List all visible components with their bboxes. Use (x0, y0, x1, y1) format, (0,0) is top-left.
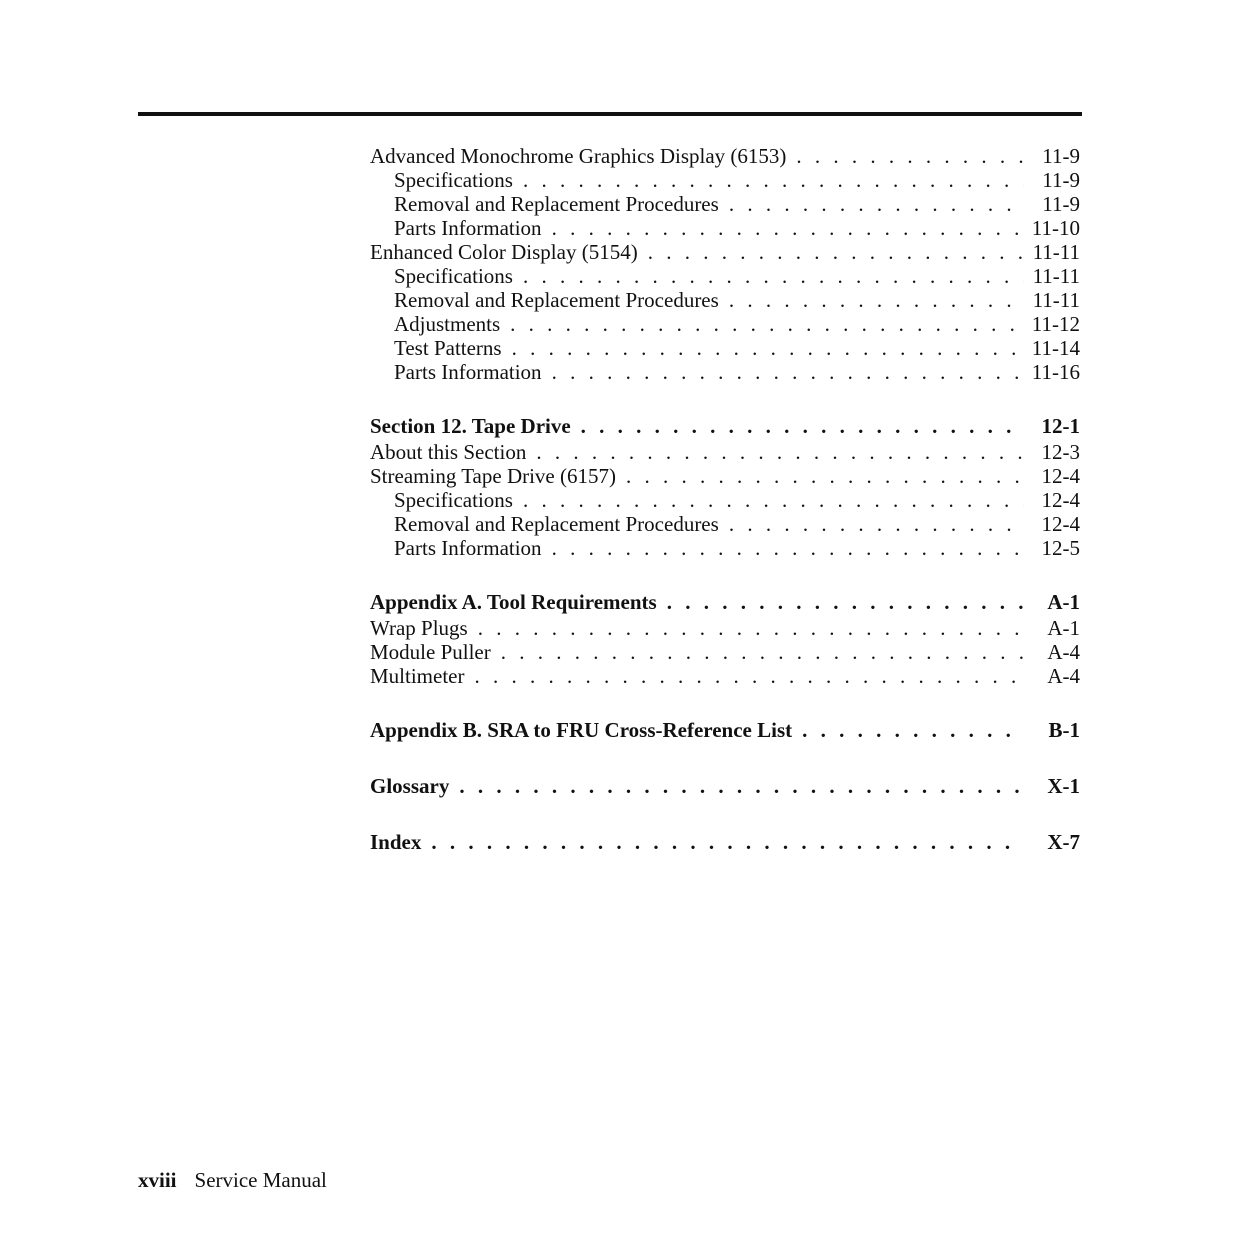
toc-entry-title: Parts Information (394, 216, 542, 240)
toc-entry[interactable] (370, 488, 1080, 512)
toc-entry-page-number: X-7 (1047, 830, 1080, 854)
toc-entry[interactable] (370, 664, 1080, 688)
toc-entry[interactable] (370, 464, 1080, 488)
dot-leader (523, 264, 1024, 288)
dot-leader (552, 360, 1024, 384)
dot-leader (729, 512, 1024, 536)
document-title: Service Manual (194, 1168, 327, 1192)
toc-group (370, 716, 1080, 744)
toc-entry[interactable] (370, 336, 1080, 360)
dot-leader (474, 664, 1024, 688)
toc-entry-title: Streaming Tape Drive (6157) (370, 464, 616, 488)
table-of-contents (370, 144, 1080, 856)
toc-heading-entry[interactable] (370, 716, 1080, 744)
toc-entry-page-number: 12-4 (1041, 488, 1080, 512)
toc-entry[interactable] (370, 440, 1080, 464)
dot-leader (667, 588, 1024, 616)
toc-entry-page-number: 12-1 (1041, 414, 1080, 438)
dot-leader (552, 216, 1024, 240)
dot-leader (510, 312, 1024, 336)
toc-entry[interactable] (370, 536, 1080, 560)
toc-entry-page-number: 11-11 (1032, 240, 1080, 264)
toc-entry-title: Glossary (370, 774, 450, 798)
dot-leader (501, 640, 1024, 664)
toc-entry[interactable] (370, 192, 1080, 216)
toc-entry[interactable] (370, 312, 1080, 336)
dot-leader (536, 440, 1024, 464)
dot-leader (581, 412, 1024, 440)
dot-leader (729, 288, 1024, 312)
toc-group (370, 772, 1080, 800)
dot-leader (648, 240, 1024, 264)
dot-leader (459, 772, 1024, 800)
toc-entry[interactable] (370, 616, 1080, 640)
toc-entry-page-number: 12-5 (1041, 536, 1080, 560)
toc-entry-page-number: 12-4 (1041, 464, 1080, 488)
dot-leader (626, 464, 1024, 488)
toc-entry-page-number: A-4 (1047, 640, 1080, 664)
dot-leader (478, 616, 1024, 640)
toc-heading-entry[interactable] (370, 412, 1080, 440)
toc-entry[interactable] (370, 216, 1080, 240)
toc-entry-page-number: A-4 (1047, 664, 1080, 688)
toc-entry-page-number: 12-4 (1041, 512, 1080, 536)
toc-entry-title: Specifications (394, 488, 513, 512)
toc-group (370, 144, 1080, 384)
toc-heading-entry[interactable] (370, 588, 1080, 616)
toc-entry-page-number: 11-9 (1042, 168, 1080, 192)
toc-heading-entry[interactable] (370, 828, 1080, 856)
dot-leader (796, 144, 1024, 168)
toc-entry-title: Parts Information (394, 536, 542, 560)
toc-entry-title: Specifications (394, 264, 513, 288)
toc-entry-title: Adjustments (394, 312, 501, 336)
dot-leader (512, 336, 1024, 360)
toc-entry-page-number: A-1 (1047, 616, 1080, 640)
toc-entry[interactable] (370, 168, 1080, 192)
toc-entry-page-number: B-1 (1048, 718, 1080, 742)
toc-entry-page-number: 11-10 (1031, 216, 1080, 240)
toc-heading-entry[interactable] (370, 772, 1080, 800)
toc-entry-title: Removal and Replacement Procedures (394, 512, 719, 536)
toc-entry-title: Appendix A. Tool Requirements (370, 590, 657, 614)
toc-entry-title: Section 12. Tape Drive (370, 414, 571, 438)
toc-entry-page-number: 11-16 (1031, 360, 1080, 384)
toc-entry-title: Wrap Plugs (370, 616, 468, 640)
toc-entry-page-number: 12-3 (1041, 440, 1080, 464)
toc-entry-title: Index (370, 830, 422, 854)
toc-entry-title: Removal and Replacement Procedures (394, 192, 719, 216)
toc-group (370, 588, 1080, 688)
dot-leader (523, 168, 1024, 192)
toc-entry-title: Removal and Replacement Procedures (394, 288, 719, 312)
toc-entry-page-number: 11-9 (1042, 192, 1080, 216)
dot-leader (523, 488, 1024, 512)
dot-leader (802, 716, 1024, 744)
toc-entry[interactable] (370, 240, 1080, 264)
toc-group (370, 828, 1080, 856)
toc-entry[interactable] (370, 288, 1080, 312)
page-footer (138, 1166, 327, 1194)
toc-entry-page-number: X-1 (1047, 774, 1080, 798)
toc-entry[interactable] (370, 360, 1080, 384)
dot-leader (431, 828, 1024, 856)
dot-leader (729, 192, 1024, 216)
toc-entry-page-number: 11-11 (1032, 264, 1080, 288)
toc-entry-page-number: 11-14 (1031, 336, 1080, 360)
toc-entry[interactable] (370, 512, 1080, 536)
toc-entry[interactable] (370, 264, 1080, 288)
toc-entry-title: Test Patterns (394, 336, 502, 360)
page-folio: xviii (138, 1168, 177, 1192)
toc-entry-title: Appendix B. SRA to FRU Cross-Reference List (370, 718, 793, 742)
dot-leader (552, 536, 1024, 560)
toc-entry[interactable] (370, 640, 1080, 664)
toc-entry-title: Module Puller (370, 640, 491, 664)
toc-entry-title: Specifications (394, 168, 513, 192)
toc-entry-page-number: 11-11 (1032, 288, 1080, 312)
toc-group (370, 412, 1080, 560)
toc-entry-title: About this Section (370, 440, 527, 464)
toc-entry-page-number: 11-9 (1042, 144, 1080, 168)
toc-entry-page-number: 11-12 (1031, 312, 1080, 336)
toc-entry-title: Advanced Monochrome Graphics Display (6153) (370, 144, 787, 168)
toc-entry-title: Parts Information (394, 360, 542, 384)
toc-entry-page-number: A-1 (1047, 590, 1080, 614)
toc-entry[interactable] (370, 144, 1080, 168)
toc-entry-title: Enhanced Color Display (5154) (370, 240, 638, 264)
toc-entry-title: Multimeter (370, 664, 465, 688)
top-rule (138, 112, 1082, 116)
